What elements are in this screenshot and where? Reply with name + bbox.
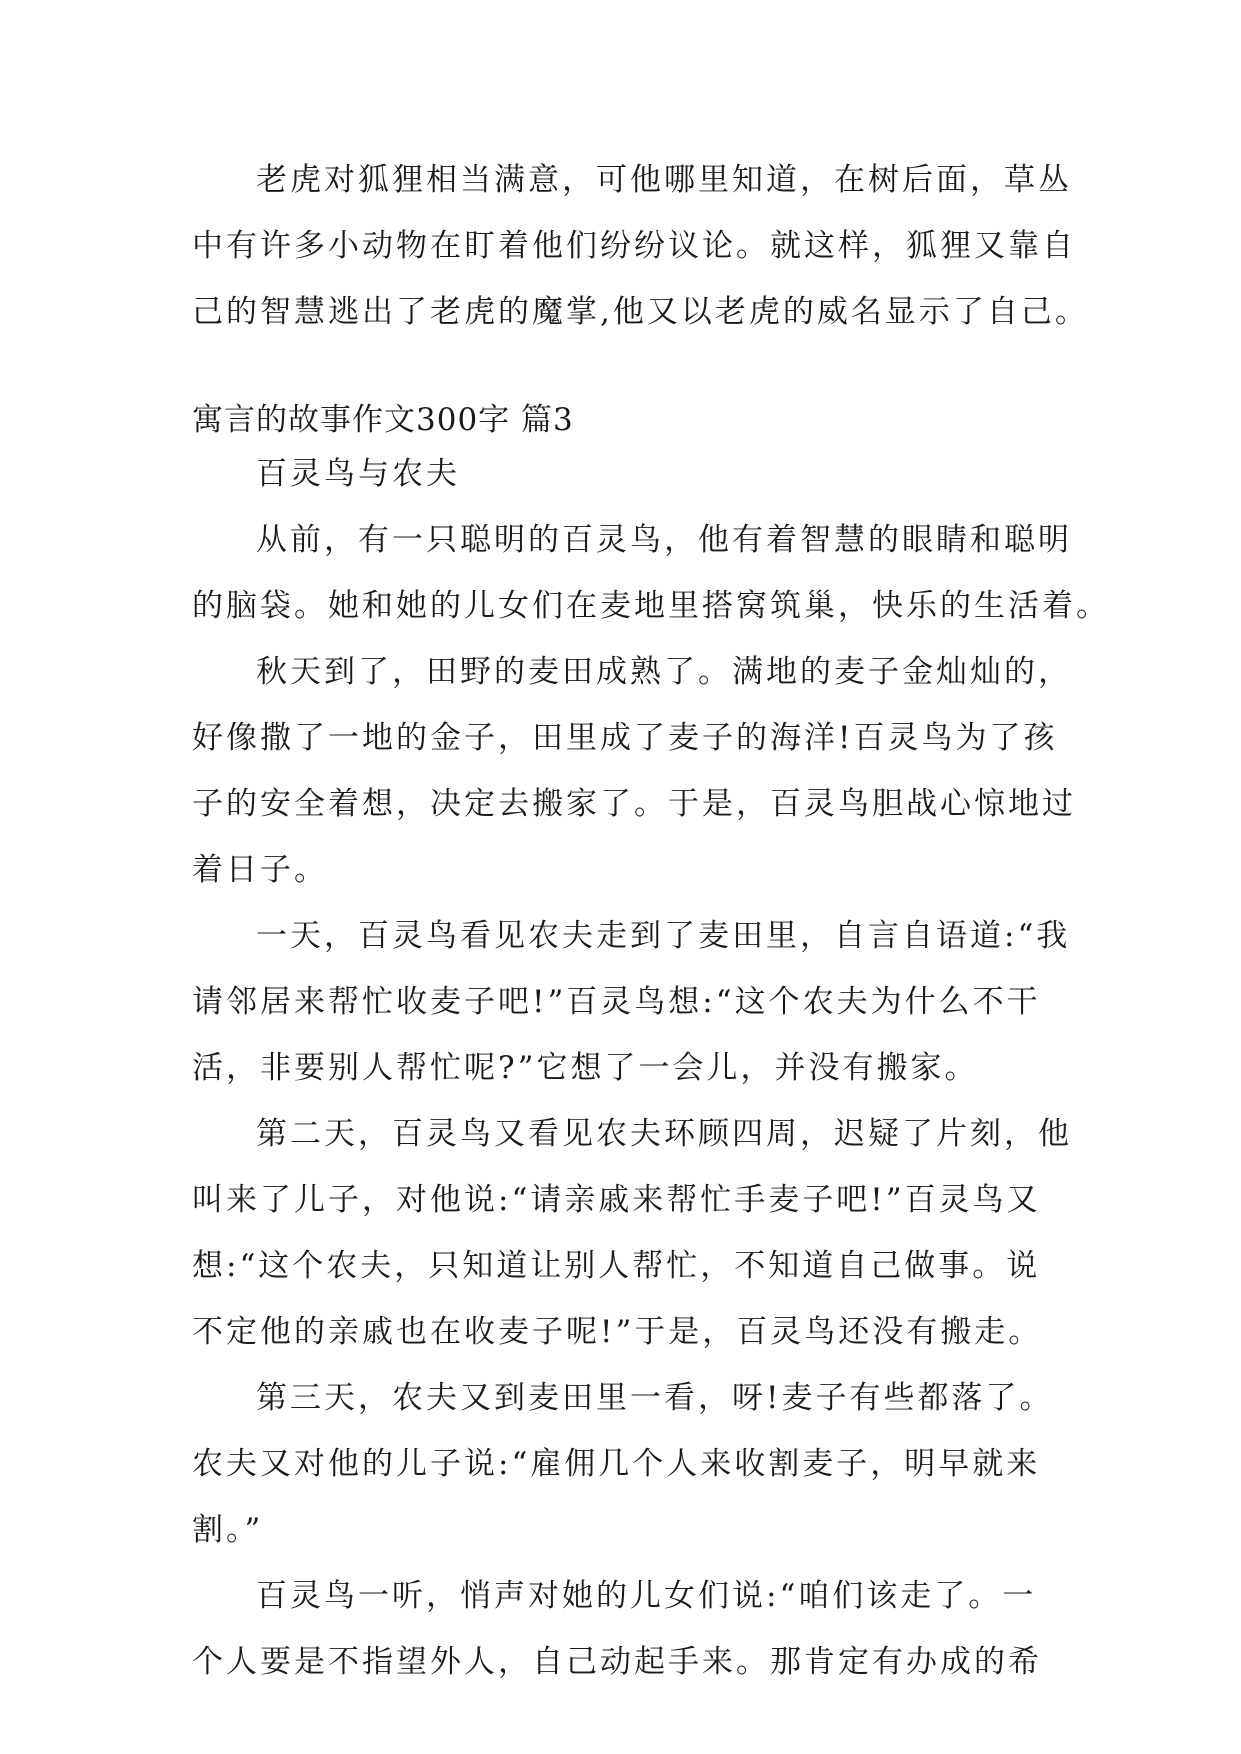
paragraph-line: 第三天，农夫又到麦田里一看，呀!麦子有些都落了。 xyxy=(256,1380,1054,1416)
paragraph-line: 活，非要别人帮忙呢?”它想了一会儿，并没有搬家。 xyxy=(192,1050,979,1086)
section-heading: 寓言的故事作文300字 篇3 xyxy=(192,402,574,438)
paragraph-line: 好像撒了一地的金子，田里成了麦子的海洋!百灵鸟为了孩 xyxy=(192,720,1058,756)
paragraph-line: 的脑袋。她和她的儿女们在麦地里搭窝筑巢，快乐的生活着。 xyxy=(192,588,1110,624)
paragraph-line: 从前，有一只聪明的百灵鸟，他有着智慧的眼睛和聪明 xyxy=(256,522,1072,558)
paragraph-line: 着日子。 xyxy=(192,852,328,888)
paragraph-line: 老虎对狐狸相当满意，可他哪里知道，在树后面，草丛 xyxy=(256,162,1072,198)
paragraph-line: 中有许多小动物在盯着他们纷纷议论。就这样，狐狸又靠自 xyxy=(192,228,1076,264)
paragraph-line: 割。” xyxy=(192,1512,264,1548)
paragraph-line: 己的智慧逃出了老虎的魔掌,他又以老虎的威名显示了自己。 xyxy=(192,294,1089,330)
paragraph-line: 不定他的亲戚也在收麦子呢!”于是，百灵鸟还没有搬走。 xyxy=(192,1314,1043,1350)
paragraph-line: 农夫又对他的儿子说:“雇佣几个人来收割麦子，明早就来 xyxy=(192,1446,1041,1482)
paragraph-line: 第二天，百灵鸟又看见农夫环顾四周，迟疑了片刻，他 xyxy=(256,1116,1072,1152)
paragraph-line: 百灵鸟一听，悄声对她的儿女们说:“咱们该走了。一 xyxy=(256,1578,1037,1614)
paragraph-line: 一天，百灵鸟看见农夫走到了麦田里，自言自语道:“我 xyxy=(256,918,1071,954)
story-title: 百灵鸟与农夫 xyxy=(256,456,460,492)
paragraph-line: 个人要是不指望外人，自己动起手来。那肯定有办成的希 xyxy=(192,1644,1042,1680)
paragraph-line: 子的安全着想，决定去搬家了。于是，百灵鸟胆战心惊地过 xyxy=(192,786,1076,822)
paragraph-line: 秋天到了，田野的麦田成熟了。满地的麦子金灿灿的， xyxy=(256,654,1072,690)
paragraph-line: 想:“这个农夫，只知道让别人帮忙，不知道自己做事。说 xyxy=(192,1248,1041,1284)
paragraph-line: 叫来了儿子，对他说:“请亲戚来帮忙手麦子吧!”百灵鸟又 xyxy=(192,1182,1041,1218)
paragraph-line: 请邻居来帮忙收麦子吧!”百灵鸟想:“这个农夫为什么不干 xyxy=(192,984,1041,1020)
